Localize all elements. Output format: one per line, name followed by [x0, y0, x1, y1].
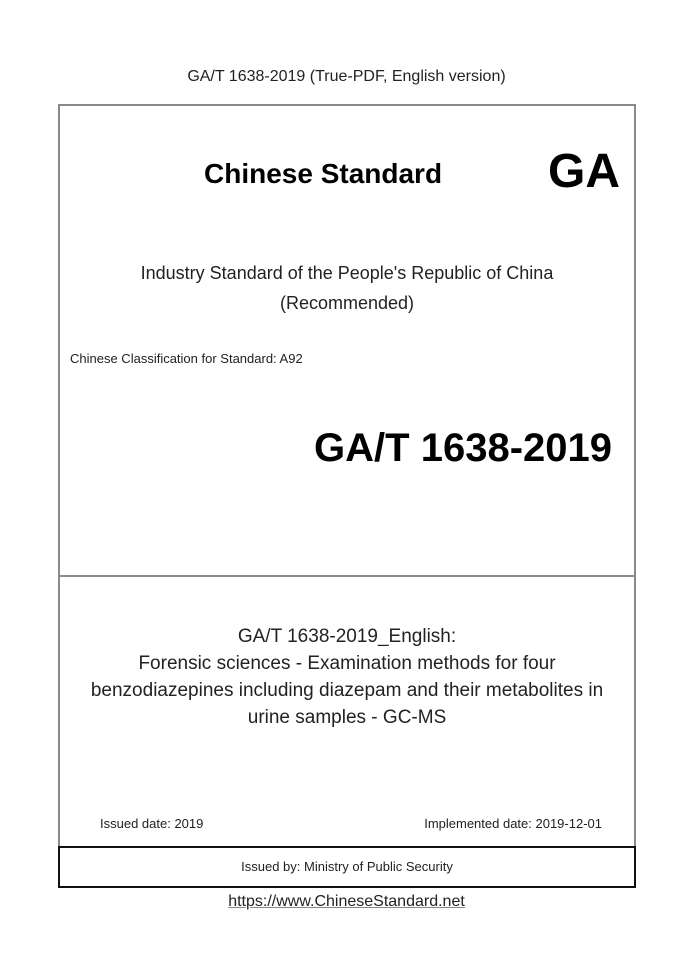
- cover-frame: [58, 104, 636, 848]
- standard-number: GA/T 1638-2019: [314, 426, 612, 470]
- website-link[interactable]: https://www.ChineseStandard.net: [228, 893, 465, 910]
- cover-lower-panel: [60, 577, 634, 848]
- implemented-date: Implemented date: 2019-12-01: [424, 816, 602, 831]
- document-title-line-2: Forensic sciences - Examination methods for four: [138, 653, 556, 674]
- document-header-label: GA/T 1638-2019 (True-PDF, English version): [187, 68, 506, 85]
- issuer-box: Issued by: Ministry of Public Security: [58, 846, 636, 888]
- document-title-line-4: urine samples - GC-MS: [247, 707, 447, 728]
- classification-label: Chinese Classification for Standard: A92: [70, 351, 303, 366]
- document-title-line-1: GA/T 1638-2019_English:: [237, 626, 457, 647]
- standard-badge: GA: [548, 145, 620, 198]
- document-title: [60, 623, 634, 731]
- subtitle-line-1: Industry Standard of the People's Republic of China: [140, 263, 554, 283]
- cover-upper-panel: [60, 106, 634, 577]
- subtitle-line-2: (Recommended): [279, 293, 415, 313]
- cover-subtitle: [60, 258, 634, 318]
- issued-date: Issued date: 2019: [100, 816, 204, 831]
- footer: [0, 893, 693, 911]
- cover-title: Chinese Standard: [204, 158, 443, 189]
- document-title-line-3: benzodiazepines including diazepam and their metabolites in: [90, 680, 604, 701]
